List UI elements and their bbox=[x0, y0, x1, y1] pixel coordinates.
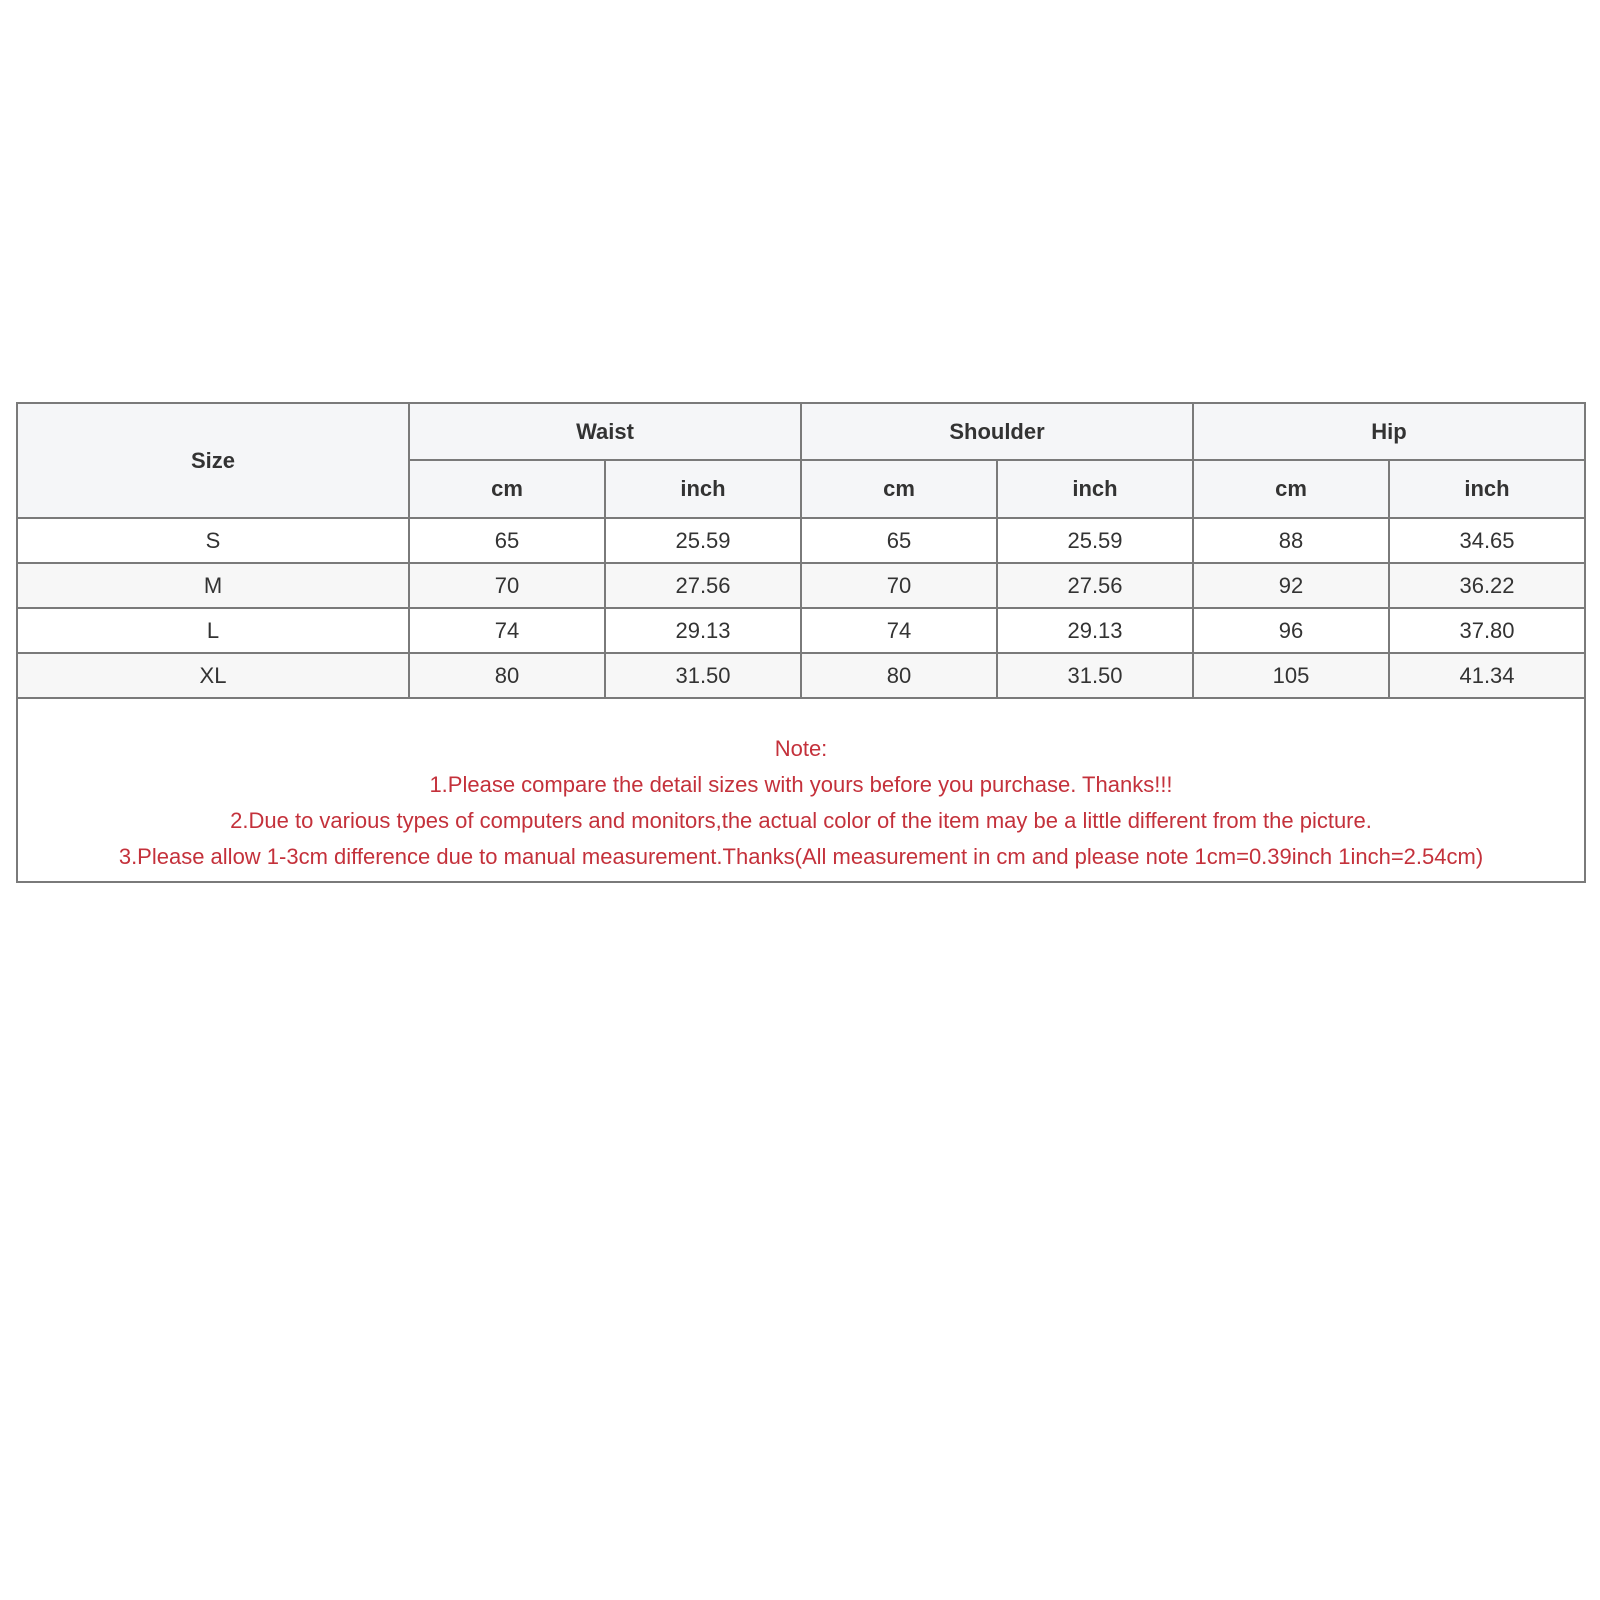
note-line-2: 2.Due to various types of computers and monitors,the actual color of the item may be a little different from the picture. bbox=[230, 808, 1372, 833]
size-cell: XL bbox=[17, 653, 409, 698]
note-line-1: 1.Please compare the detail sizes with yours before you purchase. Thanks!!! bbox=[429, 772, 1173, 797]
shoulder-inch-cell: 27.56 bbox=[997, 563, 1193, 608]
note-line-3: 3.Please allow 1-3cm difference due to manual measurement.Thanks(All measurement in cm and please note 1cm=0.39inch 1inch=2.54cm) bbox=[118, 844, 1484, 869]
waist-inch-header: inch bbox=[605, 460, 801, 518]
table-row bbox=[17, 518, 1585, 563]
table-row bbox=[17, 608, 1585, 653]
note-title: Note: bbox=[774, 736, 828, 761]
hip-cm-cell: 105 bbox=[1193, 653, 1389, 698]
size-cell: L bbox=[17, 608, 409, 653]
hip-cm-cell: 92 bbox=[1193, 563, 1389, 608]
hip-inch-header: inch bbox=[1389, 460, 1585, 518]
notes-row bbox=[17, 698, 1585, 882]
hip-header: Hip bbox=[1193, 403, 1585, 460]
waist-cm-cell: 80 bbox=[409, 653, 605, 698]
header-group-row bbox=[17, 403, 1585, 460]
shoulder-cm-cell: 70 bbox=[801, 563, 997, 608]
waist-cm-cell: 70 bbox=[409, 563, 605, 608]
waist-cm-cell: 65 bbox=[409, 518, 605, 563]
hip-inch-cell: 36.22 bbox=[1389, 563, 1585, 608]
waist-inch-cell: 27.56 bbox=[605, 563, 801, 608]
shoulder-inch-cell: 25.59 bbox=[997, 518, 1193, 563]
waist-inch-cell: 25.59 bbox=[605, 518, 801, 563]
shoulder-header: Shoulder bbox=[801, 403, 1193, 460]
size-cell: S bbox=[17, 518, 409, 563]
waist-cm-header: cm bbox=[409, 460, 605, 518]
hip-inch-cell: 37.80 bbox=[1389, 608, 1585, 653]
waist-inch-cell: 31.50 bbox=[605, 653, 801, 698]
hip-cm-cell: 88 bbox=[1193, 518, 1389, 563]
hip-cm-cell: 96 bbox=[1193, 608, 1389, 653]
size-cell: M bbox=[17, 563, 409, 608]
hip-cm-header: cm bbox=[1193, 460, 1389, 518]
shoulder-cm-cell: 80 bbox=[801, 653, 997, 698]
waist-cm-cell: 74 bbox=[409, 608, 605, 653]
size-chart-table bbox=[16, 402, 1586, 883]
notes-cell bbox=[17, 698, 1585, 882]
table-row bbox=[17, 653, 1585, 698]
table-row bbox=[17, 563, 1585, 608]
shoulder-inch-cell: 31.50 bbox=[997, 653, 1193, 698]
hip-inch-cell: 34.65 bbox=[1389, 518, 1585, 563]
hip-inch-cell: 41.34 bbox=[1389, 653, 1585, 698]
shoulder-inch-header: inch bbox=[997, 460, 1193, 518]
shoulder-cm-cell: 65 bbox=[801, 518, 997, 563]
shoulder-cm-header: cm bbox=[801, 460, 997, 518]
shoulder-inch-cell: 29.13 bbox=[997, 608, 1193, 653]
waist-inch-cell: 29.13 bbox=[605, 608, 801, 653]
shoulder-cm-cell: 74 bbox=[801, 608, 997, 653]
waist-header: Waist bbox=[409, 403, 801, 460]
size-header: Size bbox=[17, 403, 409, 518]
